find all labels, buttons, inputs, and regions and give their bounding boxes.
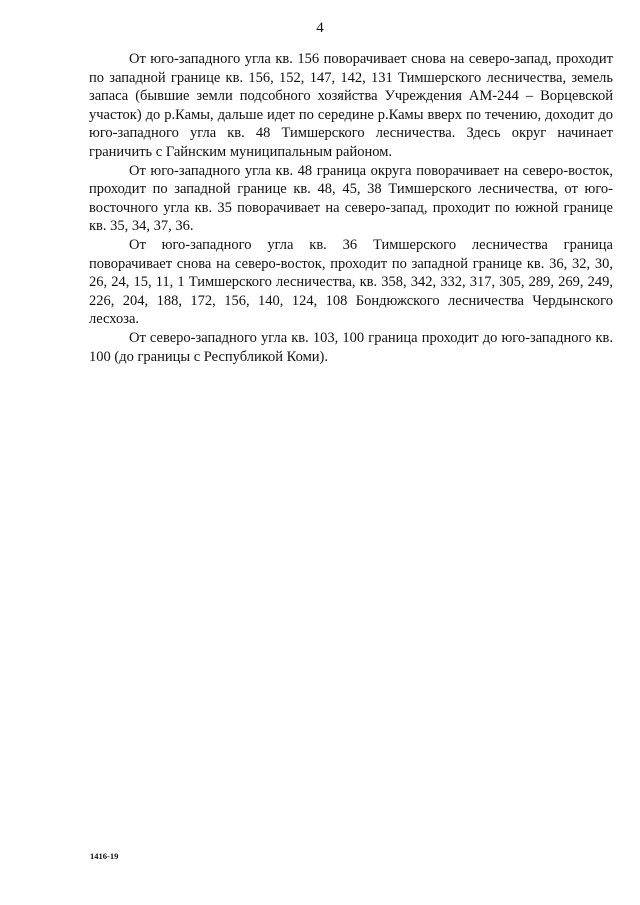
paragraph-1: От юго-западного угла кв. 156 поворачивает снова на северо-запад, проходит по западной границе кв. 156, 152, 147, 142, 131 Тимшерского лесничества, земель запаса (бывшие земли подсобного хозяйства Учреждения АМ-244 – Ворцевской участок) до р.Камы, дальше идет по середине р.Камы вверх по течению, доходит до юго-западного угла кв. 48 Тимшерского лесничества. Здесь округ начинает граничить с Гайнским муниципальным районом. — [89, 51, 613, 160]
paragraph-3: От юго-западного угла кв. 36 Тимшерского лесничества граница поворачивает снова на северо-восток, проходит по западной границе кв. 36, 32, 30, 26, 24, 15, 11, 1 Тимшерского лесничества, кв. 358, 342, 332, 317, 305, 289, 269, 249, 226, 204, 188, 172, 156, 140, 124, 108 Бондюжского лесничества Чердынского лесхоза. — [89, 236, 613, 328]
page-number: 4 — [316, 20, 324, 36]
paragraph-4: От северо-западного угла кв. 103, 100 граница проходит до юго-западного кв. 100 (до границы с Республикой Коми). — [89, 329, 613, 365]
document-body — [89, 50, 613, 366]
paragraph-2: От юго-западного угла кв. 48 граница округа поворачивает на северо-восток, проходит по западной границе кв. 48, 45, 38 Тимшерского лесничества, от юго-восточного угла кв. 35 поворачивает на северо-запад, проходит по южной границе кв. 35, 34, 37, 36. — [89, 162, 613, 235]
document-code: 1416-19 — [90, 851, 119, 861]
